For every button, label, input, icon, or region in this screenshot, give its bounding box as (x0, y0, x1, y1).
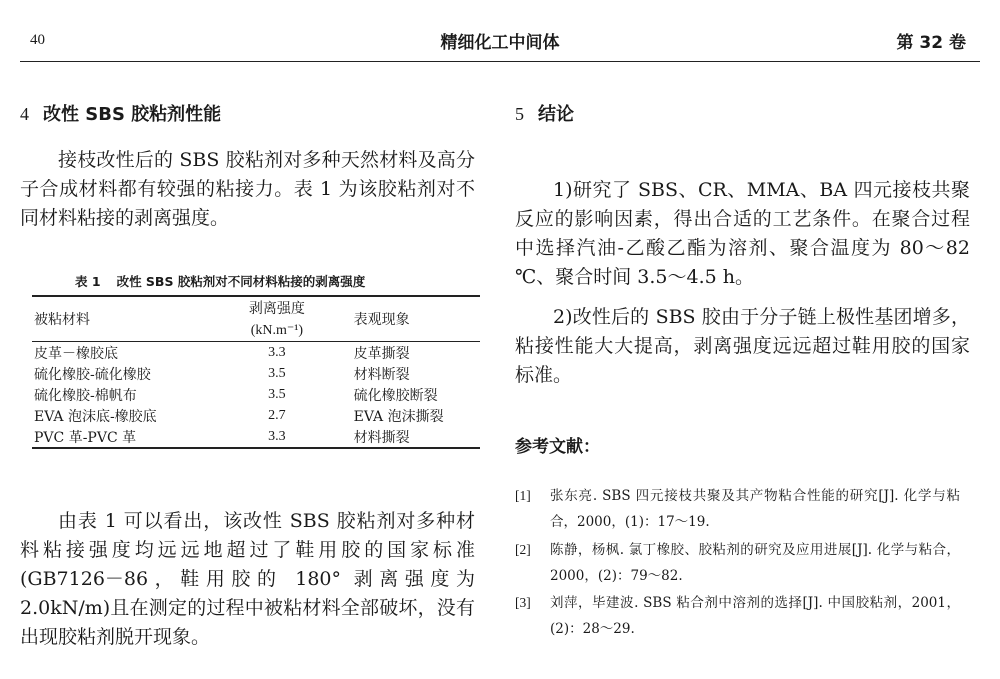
cell-strength: 3.3 (268, 344, 286, 360)
cell-strength: 3.3 (218, 426, 336, 448)
reference-index: [3] (515, 595, 531, 610)
cell-material: 硫化橡胶-硫化橡胶 (34, 366, 151, 383)
col-header-strength: 剥离强度 (218, 296, 336, 319)
section-4-heading (20, 100, 221, 126)
cell-material: EVA 泡沫底-橡胶底 (34, 408, 157, 425)
page-header (20, 22, 980, 62)
cell-strength: 3.5 (268, 386, 286, 402)
col-header-material: 被粘材料 (32, 296, 218, 342)
cell-phenomenon: 材料撕裂 (336, 426, 480, 448)
cell-material: 皮革－橡胶底 (34, 345, 118, 362)
section-5-heading (515, 100, 574, 126)
page-number: 40 (30, 32, 45, 48)
cell-phenomenon: 材料断裂 (353, 366, 410, 383)
reference-item (515, 483, 960, 535)
table-row (32, 342, 480, 364)
table-discussion: 由表 1 可以看出，该改性 SBS 胶粘剂对多种材料粘接强度均远远地超过了鞋用胶的国家标准(GB7126－86，鞋用胶的 180° 剥离强度为 2.0kN/m)且在测定的过程中被粘材料全部破坏，没有出现胶粘剂脱开现象。 (20, 510, 475, 648)
section-4-number: 4 (20, 104, 29, 124)
peel-strength-table (32, 295, 480, 449)
table-row (32, 384, 480, 405)
table-row (32, 405, 480, 426)
cell-strength: 2.7 (268, 407, 286, 423)
table-1-label: 表 1 (75, 274, 101, 289)
references-heading: 参考文献： (515, 437, 600, 457)
conclusion-point-2: 2)改性后的 SBS 胶由于分子链上极性基团增多，粘接性能大大提高，剥离强度远远超过鞋用胶的国家标准。 (515, 306, 970, 386)
cell-strength: 3.5 (268, 365, 286, 381)
reference-item (515, 590, 960, 642)
cell-phenomenon: 硫化橡胶断裂 (353, 387, 438, 404)
journal-title: 精细化工中间体 (440, 33, 560, 53)
reference-index: [1] (515, 488, 531, 503)
table-1-caption (75, 272, 365, 290)
col-header-strength-unit: (kN.m⁻¹) (218, 319, 336, 342)
reference-item (515, 537, 960, 589)
header-divider (20, 61, 980, 62)
volume-label: 第 32 卷 (896, 33, 966, 53)
table-row (32, 363, 480, 384)
table-1-caption-text: 改性 SBS 胶粘剂对不同材料粘接的剥离强度 (116, 274, 366, 289)
section-4-title: 改性 SBS 胶粘剂性能 (43, 104, 222, 125)
section-5-title: 结论 (538, 104, 574, 125)
cell-phenomenon: 皮革撕裂 (353, 345, 410, 362)
table-row (32, 426, 480, 448)
section-5-number: 5 (515, 104, 524, 124)
cell-material: PVC 革-PVC 革 (32, 426, 218, 448)
section-4-intro: 接枝改性后的 SBS 胶粘剂对多种天然材料及高分子合成材料都有较强的粘接力。表 1 为该胶粘剂对不同材料粘接的剥离强度。 (20, 149, 475, 229)
col-header-phenomenon: 表观现象 (336, 296, 480, 342)
reference-text: 张东亮. SBS 四元接枝共聚及其产物粘合性能的研究[J]. 化学与粘合，2000，(1)：17～19. (550, 488, 960, 530)
cell-phenomenon: EVA 泡沫撕裂 (353, 408, 444, 425)
reference-text: 陈静，杨枫. 氯丁橡胶、胶粘剂的研究及应用进展[J]. 化学与粘合，2000，(2)：79～82. (550, 542, 960, 584)
reference-text: 刘萍，毕建波. SBS 粘合剂中溶剂的选择[J]. 中国胶粘剂，2001，(2)：28～29. (550, 595, 960, 637)
conclusion-point-1: 1)研究了 SBS、CR、MMA、BA 四元接枝共聚反应的影响因素，得出合适的工艺条件。在聚合过程中选择汽油-乙酸乙酯为溶剂、聚合温度为 80～82 ℃、聚合时间 3.5～4.5 h。 (515, 179, 970, 288)
cell-material: 硫化橡胶-棉帆布 (34, 387, 137, 404)
reference-index: [2] (515, 542, 531, 557)
